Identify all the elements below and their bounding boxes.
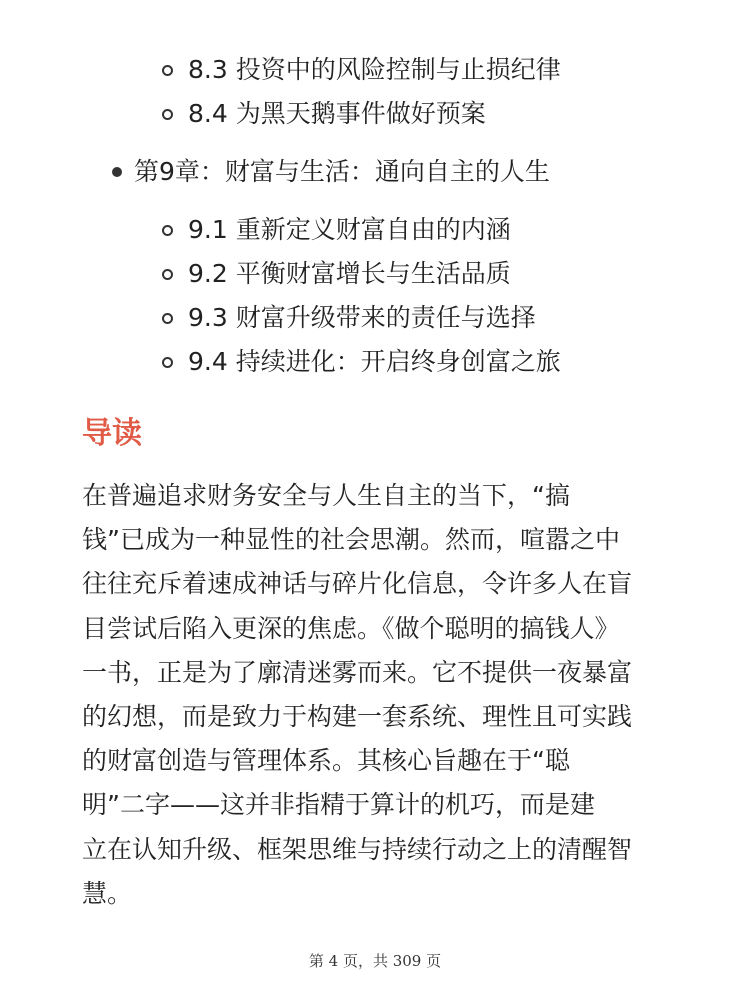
paragraph-line: 立在认知升级、框架思维与持续行动之上的清醒智 (82, 834, 633, 864)
paragraph-line: 的财富创造与管理体系。其核心旨趣在于“聪 (82, 746, 570, 776)
hollow-bullet-icon (162, 225, 173, 236)
table-of-contents (0, 48, 750, 384)
filled-bullet-icon (112, 167, 122, 177)
toc-item-9-3[interactable] (0, 296, 750, 340)
toc-item-9-2[interactable] (0, 252, 750, 296)
paragraph-line: 钱”已成为一种显性的社会思潮。然而，喧嚣之中 (82, 525, 620, 555)
toc-item-label: 9.2 平衡财富增长与生活品质 (188, 259, 511, 288)
paragraph-line: 明”二字——这并非指精于算计的机巧，而是建 (82, 790, 595, 820)
toc-item-9-1[interactable] (0, 208, 750, 252)
toc-chapter-label: 第9章：财富与生活：通向自主的人生 (134, 157, 550, 186)
paragraph-line: 目尝试后陷入更深的焦虑。《做个聪明的搞钱人》 (82, 613, 620, 643)
toc-chapter-9[interactable] (0, 142, 750, 202)
paragraph-line: 在普遍追求财务安全与人生自主的当下，“搞 (82, 481, 570, 510)
hollow-bullet-icon (162, 109, 173, 120)
toc-item-label: 8.3 投资中的风险控制与止损纪律 (188, 55, 561, 84)
hollow-bullet-icon (162, 357, 173, 368)
paragraph-line: 一书，正是为了廓清迷雾而来。它不提供一夜暴富 (82, 657, 633, 687)
hollow-bullet-icon (162, 269, 173, 280)
toc-item-label: 9.4 持续进化：开启终身创富之旅 (188, 347, 561, 376)
section-heading: 导读 (82, 416, 142, 451)
body-paragraph (82, 474, 672, 916)
toc-item-label: 8.4 为黑天鹅事件做好预案 (188, 99, 486, 128)
toc-item-8-3[interactable] (0, 48, 750, 92)
paragraph-line: 往往充斥着速成神话与碎片化信息，令许多人在盲 (82, 569, 633, 599)
toc-item-label: 9.1 重新定义财富自由的内涵 (188, 215, 511, 244)
page-number: 第 4 页，共 309 页 (308, 952, 442, 970)
hollow-bullet-icon (162, 313, 173, 324)
paragraph-line: 慧。 (82, 878, 133, 908)
paragraph-line: 的幻想，而是致力于构建一套系统、理性且可实践 (82, 701, 633, 731)
toc-item-label: 9.3 财富升级带来的责任与选择 (188, 303, 536, 332)
toc-item-8-4[interactable] (0, 92, 750, 136)
hollow-bullet-icon (162, 65, 173, 76)
toc-item-9-4[interactable] (0, 340, 750, 384)
